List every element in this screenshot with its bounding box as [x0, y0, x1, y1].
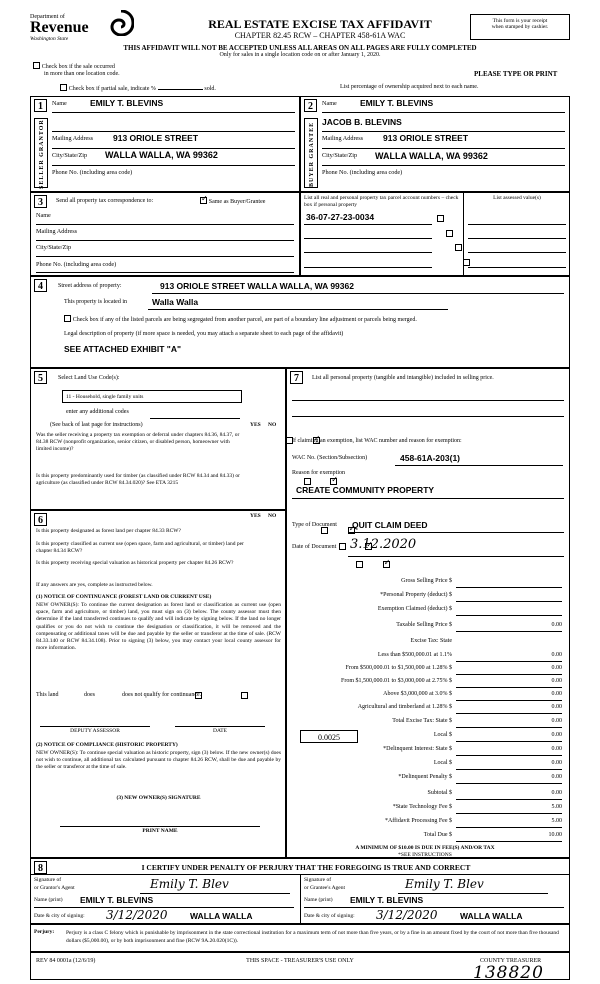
seller-city-label: City/State/Zip: [52, 152, 88, 159]
local-rate-input[interactable]: 0.0025: [300, 730, 358, 743]
grantor-date-city-label: Date & city of signing:: [34, 913, 85, 919]
total-due-label: Total Due $: [423, 832, 452, 838]
buyer-mailing-label: Mailing Address: [322, 135, 364, 142]
delinquent-penalty-label: *Delinquent Penalty $: [398, 774, 452, 780]
gross-selling-price-value[interactable]: [456, 578, 562, 588]
tier2-label: From $500,000.01 to $1,500,000 at 1.28% $: [345, 665, 452, 671]
parcel-pp-checkbox-2[interactable]: [455, 244, 462, 251]
corr-phone-line[interactable]: [36, 272, 294, 273]
section-7-number: 7: [290, 371, 303, 384]
grantee-signature-value[interactable]: Emily T. Blev: [405, 877, 484, 891]
doc-date-line: [348, 556, 564, 557]
wac-label: WAC No. (Section/Subsection): [292, 455, 368, 461]
subtotal-label: Subtotal $: [427, 790, 452, 796]
multi-location-row: [33, 62, 333, 70]
type-print-label: PLEASE TYPE OR PRINT: [474, 70, 558, 78]
state-label: Washington State: [30, 36, 69, 42]
rev-number: REV 84 0001a (12/6/19): [36, 958, 96, 964]
local-value: 0.00: [456, 732, 562, 742]
revenue-swirl-icon: [108, 10, 134, 36]
legal-description-value[interactable]: SEE ATTACHED EXHIBIT "A": [64, 344, 181, 354]
wac-line: [395, 465, 563, 466]
parcel-number-0[interactable]: 36-07-27-23-0034: [306, 212, 375, 222]
does-not-label: does not qualify for continuance.: [122, 692, 202, 698]
section-2-number: 2: [304, 99, 317, 112]
section-8-vertical-divider: [300, 874, 301, 924]
grantor-signature-label-2: or Grantor's Agent: [34, 885, 75, 891]
send-correspondence-label: Send all property tax correspondence to:: [56, 198, 154, 204]
personal-property-title: List all personal property (tangible and intangible) included in selling price.: [312, 375, 494, 381]
seller-mailing-label: Mailing Address: [52, 135, 94, 142]
grantor-city-value[interactable]: WALLA WALLA: [190, 911, 253, 921]
grantor-signature-line: [140, 893, 290, 894]
grantee-date-city-label: Date & city of signing:: [304, 913, 355, 919]
reason-label: Reason for exemption: [292, 470, 345, 476]
section-4-number: 4: [34, 279, 47, 292]
corr-city-label: City/State/Zip: [36, 244, 72, 251]
state-tech-fee-label: *State Technology Fee $: [392, 804, 452, 810]
delinquent-interest-label: *Delinquent Interest: State $: [383, 746, 452, 752]
doc-date-label: Date of Document: [292, 544, 337, 550]
grantee-signature-line: [398, 893, 548, 894]
delinquent-penalty-value: 0.00: [456, 774, 562, 784]
same-as-buyer-checkbox[interactable]: [200, 197, 207, 204]
buyer-city-label: City/State/Zip: [322, 152, 358, 159]
perjury-text: Perjury is a class C felony which is punishable by imprisonment in the state correctional institution for a maximum term of not more than five years, or by a fine in an amount fixed by the court of not more than five thousand dollars ($5,000.00), or by both imprisonment and fine (RCW 9A.20.020(1C)).: [66, 930, 559, 944]
grantee-name-value[interactable]: EMILY T. BLEVINS: [350, 895, 424, 905]
corr-mailing-label: Mailing Address: [36, 228, 78, 235]
does-not-qualify-checkbox[interactable]: [241, 692, 248, 699]
grantor-name-value[interactable]: EMILY T. BLEVINS: [80, 895, 154, 905]
department-label: Department of: [30, 14, 65, 20]
land-use-title: Select Land Use Code(s):: [58, 375, 120, 381]
affidavit-warning: THIS AFFIDAVIT WILL NOT BE ACCEPTED UNLESS ALL AREAS ON ALL PAGES ARE FULLY COMPLETED: [123, 44, 477, 52]
s6-no-header: NO: [268, 513, 277, 519]
land-use-code-value: 11 - Household, single family units: [66, 394, 144, 400]
grantee-signature-label-2: or Grantee's Agent: [304, 885, 346, 891]
receipt-line-1: This form is your receipt: [492, 18, 548, 24]
notice-1-body: NEW OWNER(S): To continue the current designation as forest land or classification as current use (open space, farm and agriculture, or timber) land, you must sign on (3) below. The county assessor must then determine if the land transferred continues to qualify and will indicate by signing below. If the land no longer qualifies or you do not wish to continue the designation or classification, it will be removed and the compensating or additional taxes will be due and payable by the seller or transferor at the time of sale. (RCW 84.33.140 or RCW 84.34.108). Prior to signing (3) below, you may contact your local county assessor for more information.: [36, 602, 281, 652]
notice-1-title: (1) NOTICE OF CONTINUANCE (FOREST LAND OR CURRENT USE): [36, 594, 212, 600]
deputy-assessor-line[interactable]: [40, 726, 150, 727]
affidavit-subwarning: Only for sales in a single location code on or after January 1, 2020.: [219, 52, 381, 58]
buyer-vert-label: BUYER GRANTEE: [309, 121, 315, 187]
seller-name-value[interactable]: EMILY T. BLEVINS: [90, 98, 164, 108]
section-6-number: 6: [34, 513, 47, 526]
segregated-checkbox[interactable]: [64, 315, 71, 322]
buyer-mailing-line: [322, 148, 565, 149]
seller-city-value[interactable]: WALLA WALLA, WA 99362: [105, 150, 218, 160]
personal-property-line-2[interactable]: [292, 416, 564, 417]
subtotal-value: 0.00: [456, 790, 562, 800]
grantee-city-value[interactable]: WALLA WALLA: [460, 911, 523, 921]
corr-name-label: Name: [36, 212, 51, 219]
segregated-row: [64, 315, 544, 323]
county-treasurer-label: COUNTY TREASURER: [480, 958, 542, 964]
buyer-mailing-value[interactable]: 913 ORIOLE STREET: [383, 133, 469, 143]
total-excise-state-label: Total Excise Tax: State $: [392, 718, 452, 724]
revenue-wordmark: Revenue: [30, 19, 89, 36]
s6-q2-label: Is this property classified as current use (open space, farm and agricultural, or timber) land per chapter 84.34 RCW?: [36, 541, 244, 554]
tier4-value: 0.00: [456, 691, 562, 701]
buyer-name-label: Name: [322, 100, 337, 107]
segregated-label: Check box if any of the listed parcels are being segregated from another parcel, are part of a boundary line adjustment or parcels being merged.: [72, 317, 417, 323]
partial-sale-percent-input[interactable]: [158, 89, 203, 90]
excise-tax-state-label: Excise Tax: State: [410, 638, 452, 644]
located-in-line: [148, 309, 448, 310]
personal-property-line-1[interactable]: [292, 400, 564, 401]
minimum-due-note: A MINIMUM OF $10.00 IS DUE IN FEE(S) AND/OR TAX: [355, 845, 495, 851]
seller-vert-box: [34, 118, 48, 188]
parcel-line-3[interactable]: [304, 267, 432, 268]
deputy-date-label: DATE: [212, 728, 228, 734]
grantor-date-value[interactable]: 3/12/2020: [106, 908, 168, 922]
reason-line: [292, 498, 564, 499]
same-as-buyer-row[interactable]: [200, 197, 265, 205]
seller-box: [30, 96, 300, 192]
parcel-line-2[interactable]: [304, 252, 432, 253]
buyer-name-line-2: [322, 131, 565, 132]
buyer-box: [300, 96, 570, 192]
chapter-line: CHAPTER 82.45 RCW – CHAPTER 458-61A WAC: [234, 31, 406, 40]
s6-if-yes-label: If any answers are yes, complete as instructed below.: [36, 582, 153, 588]
see-back-label: (See back of last page for instructions): [50, 422, 143, 428]
seller-vert-label: SELLER GRANTOR: [39, 119, 45, 189]
receipt-line-2: when stamped by cashier.: [491, 24, 549, 30]
located-in-value[interactable]: Walla Walla: [152, 297, 199, 307]
exemption-label: If claiming an exemption, list WAC number and reason for exemption:: [292, 438, 462, 444]
corr-city-line[interactable]: [36, 256, 294, 257]
delinquent-interest-value: 0.00: [456, 746, 562, 756]
buyer-name-value-1[interactable]: EMILY T. BLEVINS: [360, 98, 434, 108]
buyer-name-value-2[interactable]: JACOB B. BLEVINS: [322, 117, 402, 127]
doc-type-label: Type of Document: [292, 522, 337, 528]
tier3-label: From $1,500,000.01 to $3,000,000 at 2.75% $: [341, 678, 452, 684]
street-address-value[interactable]: 913 ORIOLE STREET WALLA WALLA, WA 99362: [160, 281, 354, 291]
taxable-selling-price-label: Taxable Selling Price $: [396, 622, 452, 628]
grantee-signature-label-1: Signature of: [304, 877, 332, 883]
section-5-number: 5: [34, 371, 47, 384]
located-in-label: This property is located in: [64, 299, 127, 305]
doc-type-value[interactable]: QUIT CLAIM DEED: [352, 520, 428, 530]
assessed-line-2[interactable]: [468, 252, 566, 253]
total-due-value: 10.00: [456, 832, 562, 842]
parcel-pp-checkbox-1[interactable]: [446, 230, 453, 237]
parcel-header: List all real and personal property tax parcel account numbers – check box if personal property: [304, 195, 459, 208]
assessed-header: List assessed value(s): [493, 195, 541, 201]
legal-description-label: Legal description of property (if more space is needed, you may attach a separate sheet to each page of the affidavit): [64, 331, 344, 337]
tier2-value: 0.00: [456, 665, 562, 675]
corr-name-line[interactable]: [36, 224, 294, 225]
grantor-signature-value[interactable]: Emily T. Blev: [150, 877, 229, 891]
does-label: does: [84, 692, 95, 698]
s6-q1-label: Is this property designated as forest land per chapter 84.33 RCW?: [36, 528, 181, 534]
street-address-label: Street address of property:: [58, 283, 122, 289]
additional-codes-label: enter any additional codes: [66, 409, 129, 415]
doc-type-line: [348, 532, 564, 533]
receipt-note: [470, 14, 570, 40]
buyer-vert-box: [304, 118, 318, 188]
seller-name-label: Name: [52, 100, 67, 107]
affidavit-fee-label: *Affidavit Processing Fee $: [384, 818, 452, 824]
assessed-line-1[interactable]: [468, 238, 566, 239]
state-tech-fee-value: 5.00: [456, 804, 562, 814]
partial-sale-sold-label: sold.: [204, 86, 216, 92]
new-owner-signature-line[interactable]: [60, 826, 260, 827]
buyer-name-line: [322, 112, 565, 113]
section-3-number: 3: [34, 195, 47, 208]
notice-3-title: (3) NEW OWNER(S) SIGNATURE: [116, 795, 201, 801]
personal-property-deduct-label: *Personal Property (deduct) $: [380, 592, 452, 598]
tier3-value: 0.00: [456, 678, 562, 688]
s5-q2-label: Is this property predominantly used for timber (as classified under RCW 84.34 and 84.33) or agriculture (as classified under RCW 84.34.020)? See ETA 3215: [36, 473, 240, 486]
treasurer-stamp-number: 138820: [473, 963, 544, 983]
partial-sale-row: [60, 84, 320, 92]
s5-q1-label: Was the seller receiving a property tax exemption or deferral under chapters 84.36, 84.37, or 84.38 RCW (nonprofit organization, senior citizen, or disabled person, homeowner with limited income)?: [36, 432, 240, 452]
tier1-label: Less than $500,000.01 at 1.1%: [377, 652, 452, 658]
parcel-pp-checkbox-3[interactable]: [463, 259, 470, 266]
print-name-label: PRINT NAME: [142, 828, 178, 834]
local2-label: Local $: [433, 760, 452, 766]
perjury-label: Perjury:: [34, 929, 55, 935]
gross-selling-price-label: Gross Selling Price $: [401, 578, 452, 584]
section-1-number: 1: [34, 99, 47, 112]
tier4-label: Above $3,000,000 at 3.0% $: [383, 691, 452, 697]
certify-title: I CERTIFY UNDER PENALTY OF PERJURY THAT THE FOREGOING IS TRUE AND CORRECT: [141, 863, 471, 872]
multi-location-label: Check box if the sale occurred: [41, 64, 115, 70]
seller-name-line-2: [52, 131, 295, 132]
taxable-selling-price-value: 0.00: [456, 622, 562, 632]
grantor-name-label: Name (print): [34, 897, 63, 903]
doc-date-value[interactable]: 3.12.2020: [350, 537, 417, 552]
same-as-buyer-label: Same as Buyer/Grantee: [208, 199, 266, 205]
tier1-value: 0.00: [456, 652, 562, 662]
parcel-line-0: [304, 224, 432, 225]
additional-codes-line[interactable]: [150, 418, 240, 419]
assessed-line-3[interactable]: [468, 267, 566, 268]
multi-location-label-2: in more than one location code.: [44, 71, 120, 77]
buyer-phone-label: Phone No. (including area code): [322, 169, 403, 176]
partial-sale-label: Check box if partial sale, indicate %: [68, 86, 156, 92]
partial-sale-checkbox[interactable]: [60, 84, 67, 91]
s5-yes-header: YES: [250, 422, 261, 428]
this-land-label: This land: [36, 692, 59, 698]
buyer-city-line: [322, 165, 565, 166]
page-title: REAL ESTATE EXCISE TAX AFFIDAVIT: [208, 17, 432, 31]
see-instructions-note: *SEE INSTRUCTIONS: [398, 852, 452, 858]
grantee-name-label: Name (print): [304, 897, 333, 903]
s6-q3-label: Is this property receiving special valuation as historical property per chapter 84.26 RCW?: [36, 560, 234, 566]
assessed-line-0[interactable]: [468, 224, 566, 225]
local2-value: 0.00: [456, 760, 562, 770]
seller-name-line: [52, 112, 295, 113]
affidavit-fee-value: 5.00: [456, 818, 562, 828]
parcel-pp-checkbox-0[interactable]: [437, 215, 444, 222]
reason-value[interactable]: CREATE COMMUNITY PROPERTY: [296, 485, 435, 495]
section-8-number: 8: [34, 861, 47, 874]
total-excise-state-value: 0.00: [456, 718, 562, 728]
multi-location-checkbox[interactable]: [33, 62, 40, 69]
s5-no-header: NO: [268, 422, 277, 428]
exemption-claimed-value[interactable]: [456, 606, 562, 616]
grantee-date-value[interactable]: 3/12/2020: [376, 908, 438, 922]
deputy-date-line[interactable]: [175, 726, 265, 727]
treasurer-use-label: THIS SPACE - TREASURER'S USE ONLY: [246, 958, 354, 964]
notice-2-title: (2) NOTICE OF COMPLIANCE (HISTORIC PROPERTY): [36, 742, 178, 748]
seller-mailing-line: [52, 148, 295, 149]
deputy-assessor-label: DEPUTY ASSESSOR: [70, 728, 120, 734]
seller-mailing-value[interactable]: 913 ORIOLE STREET: [113, 133, 199, 143]
street-address-line: [152, 293, 564, 294]
wac-value[interactable]: 458-61A-203(1): [400, 453, 461, 463]
exemption-claimed-label: Exemption Claimed (deduct) $: [377, 606, 452, 612]
ag-timber-label: Agricultural and timberland at 1.28% $: [357, 704, 452, 710]
seller-phone-label: Phone No. (including area code): [52, 169, 133, 176]
corr-mailing-line[interactable]: [36, 240, 294, 241]
grantor-signature-label-1: Signature of: [34, 877, 62, 883]
ag-timber-value: 0.00: [456, 704, 562, 714]
s6-yes-header: YES: [250, 513, 261, 519]
buyer-city-value[interactable]: WALLA WALLA, WA 99362: [375, 151, 488, 161]
percent-ownership-label: List percentage of ownership acquired next to each name.: [340, 84, 479, 90]
parcel-line-1[interactable]: [304, 238, 432, 239]
local-label: Local $: [433, 732, 452, 738]
land-use-code-select[interactable]: [62, 390, 242, 403]
personal-property-deduct-value[interactable]: [456, 592, 562, 602]
notice-2-body: NEW OWNER(S): To continue special valuation as historic property, sign (3) below. If the new owner(s) does not wish to continue, all additional tax calculated pursuant to chapter 84.26 RCW, shall be due and payable by the seller or transferor at the time of sale.: [36, 750, 281, 771]
corr-phone-label: Phone No. (including area code): [36, 261, 117, 268]
seller-city-line: [52, 165, 295, 166]
